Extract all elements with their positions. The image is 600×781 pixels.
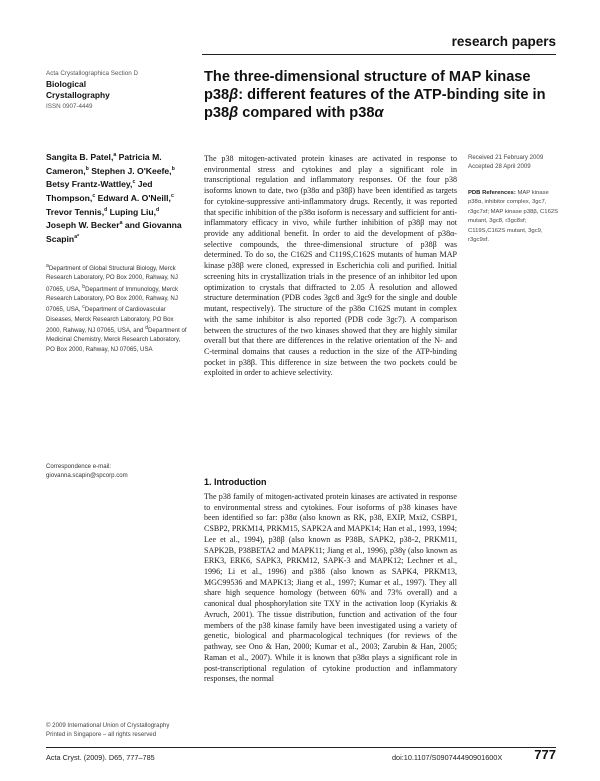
footer-rule <box>46 747 556 748</box>
copyright <box>46 721 246 740</box>
pdb-references <box>468 189 564 245</box>
author-affiliation-mark: d <box>104 206 108 213</box>
correspondence <box>46 462 188 481</box>
affiliation-item: Department of Global Structural Biology, Merck Research Laboratory, PO Box 2000, Rahway, NJ 07065, USA, <box>46 265 178 293</box>
author-affiliation-mark: a <box>113 152 117 158</box>
journal-title-line-1: Biological <box>46 79 87 89</box>
author-affiliation-mark: c <box>92 192 96 199</box>
pdb-references-label: PDB References: <box>468 190 516 196</box>
article-title <box>204 68 564 122</box>
journal-block <box>46 70 186 110</box>
author-affiliation-mark: d <box>155 206 160 213</box>
author-affiliation-mark: b <box>171 165 175 172</box>
affiliation-mark: c <box>82 304 85 311</box>
copyright-line-2: Printed in Singapore – all rights reserved <box>46 731 157 739</box>
dates <box>468 153 568 172</box>
abstract: The p38 mitogen-activated protein kinases are activated in response to environmental stress and cytokines and play a significant role in transcriptional regulation and inflammatory responses. Of the four p38 isoforms known to date, two (p38α and p38β) have been identified as targets for cytokine-suppressive anti-inflammatory drugs. Recently, it was reported that specific inhibition of the p38α isoform is necessary and sufficient for anti-inflammatory efficacy in vivo, while further inhibition of p38β may not provide any additional benefit. In order to aid the development of p38α-selective compounds, the three-dimensional structure of p38β was determined. To do so, the C162S and C119S,C162S mutants of human MAP kinase p38β were cloned, expressed in Escherichia coli and purified. Initial screening hits in crystallization trials in the presence of an inhibitor led upon optimization to crystals that diffracted to 2.05 Å resolution and allowed structure determination (PDB codes 3gc8 and 3gc9 for the single and double mutant, respectively). The structure of the p38α C162S mutant in complex with the same inhibitor is also reported (PDB code 3gc7). A comparison between the structures of the two kinases showed that they are highly similar overall but that there are differences in the relative orientation of the N- and C-terminal domains that causes a reduction in the size of the ATP-binding pocket in p38β. This difference in size between the two pockets could be exploited in order to achieve selectivity. <box>204 154 458 378</box>
correspondence-label: Correspondence e-mail: <box>46 463 112 470</box>
copyright-line-1: © 2009 International Union of Crystallography <box>46 722 170 729</box>
affiliation-item: Department of Medicinal Chemistry, Merck Research Laboratory, PO Box 2000, Rahway, NJ 07065, USA <box>46 326 187 353</box>
author-name: and <box>124 220 141 231</box>
author-affiliation-mark: c <box>132 179 136 186</box>
author-name: Stephen J. O'Keefe, <box>91 165 172 176</box>
title-part-3: compared with p38 <box>238 105 375 121</box>
page-number: 777 <box>534 747 556 762</box>
footer-doi[interactable]: doi:10.1107/S090744490901600X <box>392 753 503 762</box>
correspondence-email[interactable]: giovanna.scapin@spcorp.com <box>46 472 128 480</box>
introduction-heading: 1. Introduction <box>204 477 267 487</box>
section-label: research papers <box>451 34 556 49</box>
affiliation-text <box>46 262 188 354</box>
issn: ISSN 0907-4449 <box>46 103 93 110</box>
author-affiliation-mark: b <box>85 165 89 172</box>
title-alpha: α <box>374 105 384 121</box>
author-name: Trevor Tennis, <box>46 206 105 217</box>
author-affiliation-mark: c <box>170 192 174 199</box>
author-affiliation-mark: a <box>119 220 123 227</box>
affiliation-mark: a <box>46 263 49 269</box>
author-name: Jed Thompson, <box>46 179 153 203</box>
journal-section: Acta Crystallographica Section D <box>46 70 139 77</box>
affiliation-item: Department of Immunology, Merck Research Laboratory, PO Box 2000, Rahway, NJ 07065, USA, <box>46 285 179 314</box>
header-rule <box>202 54 556 55</box>
accepted-date: Accepted 28 April 2009 <box>468 163 531 171</box>
author-affiliation-mark: a* <box>74 233 80 240</box>
author-name: Betsy Frantz-Wattley, <box>46 179 133 190</box>
author-list <box>46 150 188 246</box>
journal-title <box>46 79 186 100</box>
pdb-references-text: MAP kinase p38α, inhibitor complex, 3gc7, r3gc7sf; MAP kinase p38β, C162S mutant, 3gc8, r3gc8sf; C119S,C162S mutant, 3gc9, r3gc9sf. <box>468 190 559 244</box>
author-name: Patricia M. Cameron, <box>46 151 162 176</box>
received-date: Received 21 February 2009 <box>468 154 544 161</box>
affiliation-mark: d <box>145 324 148 331</box>
footer-citation: Acta Cryst. (2009). D65, 777–785 <box>46 753 155 762</box>
affiliations <box>46 262 188 354</box>
author-name: Luping Liu, <box>109 206 156 217</box>
affiliation-item: Department of Cardiovascular Diseases, Merck Research Laboratory, PO Box 2000, Rahway, NJ 07065, USA, and <box>46 306 174 334</box>
author-name: Joseph W. Becker <box>46 220 120 231</box>
introduction-body <box>204 492 457 685</box>
author-name: Sangita B. Patel, <box>46 151 114 162</box>
introduction-paragraph: The p38 family of mitogen-activated protein kinases are activated in response to environmental stress and cytokines. Four isoforms of p38 kinases have been identified so far: p38α (also known as RK, p38, EXIP, Mxi2, CSBP1, CSBP2, PRKM14, PRKM15, SAPK2A and MAPK14; Han et al., 1993, 1994; Lee et al., 1994), p38β (also known as P38B, SAPK2, p38-2, PRKM11, SAPK2B, P38BETA2 and MAPK11; Jiang et al., 1996), p38γ (also known as ERK3, ERK6, SAPK3, PRKM12, SAPK-3 and MAPK12; Lechner et al., 1996; Li et al., 1996) and p38δ (also known as SAPK4, PRKM13, MGC99536 and MAPK13; Jiang et al., 1997; Kumar et al., 1997). They all share high sequence homology (between 60% and 73% overall) and a canonical dual phosphorylation site TXY in the activation loop (Kyriakis & Avruch, 2001). The tissue distribution, function and activation of the four members of the p38 kinase family have been investigated using a variety of genetic, biological and pharmacological techniques (for reviews of the pathway, see Ono & Han, 2000; Kumar et al., 2003; Zarubin & Han, 2005; Raman et al., 2007). While it is known that p38α plays a significant role in post-transcriptional regulation of cytokine production and inflammatory responses, the normal <box>204 492 457 684</box>
author-name: Giovanna Scapin <box>46 220 182 244</box>
title-beta-2: β <box>229 105 239 121</box>
affiliation-mark: b <box>82 283 86 290</box>
title-part-1: The three-dimensional structure of MAP kinase p38 <box>204 69 531 103</box>
title-part-2: : different features of the ATP-binding site in p38 <box>204 87 546 121</box>
author-name: Edward A. O'Neill, <box>97 192 171 203</box>
journal-title-line-2: Crystallography <box>46 89 110 100</box>
title-beta-1: β <box>229 87 239 103</box>
